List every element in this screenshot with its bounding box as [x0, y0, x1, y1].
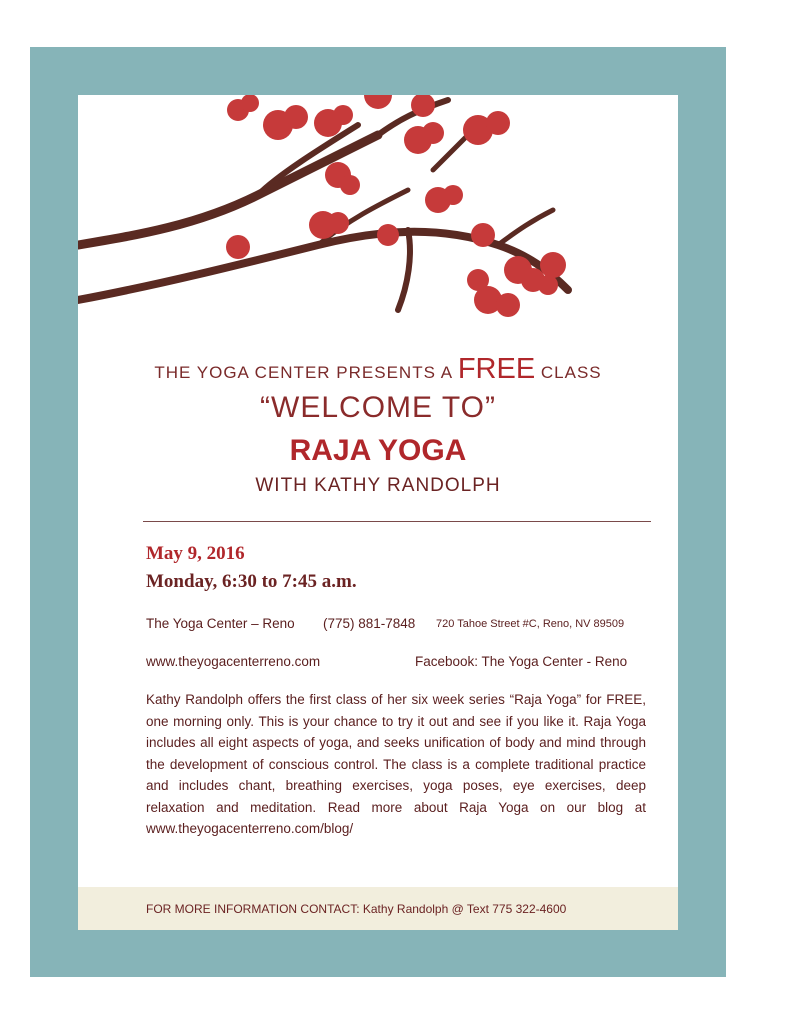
instructor-line: WITH KATHY RANDOLPH: [255, 475, 501, 496]
center-address: 720 Tahoe Street #C, Reno, NV 89509: [436, 618, 625, 630]
footer-band: [78, 887, 678, 930]
presents-line: [78, 353, 678, 386]
cherry-blossom-branch-illustration: [78, 95, 678, 335]
class-description: Kathy Randolph offers the first class of her six week series “Raja Yoga” for FREE, one morning only. This is your chance to try it out and see if you like it. Raja Yoga includes all eight aspects of yoga, and seeks unification of body and mind through the development of conscious control. The class is a complete traditional practice and includes chant, breathing exercises, yoga poses, eye exercises, deep relaxation and meditation. Read more about Raja Yoga on our blog at www.theyogacenterreno.com/blog/: [146, 692, 646, 836]
section-divider: [143, 521, 651, 522]
facebook-info: Facebook: The Yoga Center - Reno: [415, 654, 628, 669]
title-raja-yoga: RAJA YOGA: [289, 434, 467, 467]
flyer-page: [78, 95, 678, 930]
class-time: Monday, 6:30 to 7:45 a.m.: [146, 571, 357, 592]
website-link[interactable]: www.theyogacenterreno.com: [146, 654, 321, 669]
presents-text: THE YOGA CENTER PRESENTS A: [154, 363, 458, 382]
class-date: May 9, 2016: [146, 543, 245, 564]
class-text: CLASS: [535, 363, 602, 382]
center-name: The Yoga Center – Reno: [146, 616, 295, 631]
free-highlight: FREE: [457, 353, 536, 385]
title-welcome-to: “WELCOME TO”: [260, 391, 496, 424]
footer-contact-text: FOR MORE INFORMATION CONTACT: Kathy Randolph @ Text 775 322-4600: [146, 902, 567, 916]
center-phone: (775) 881-7848: [323, 616, 416, 631]
